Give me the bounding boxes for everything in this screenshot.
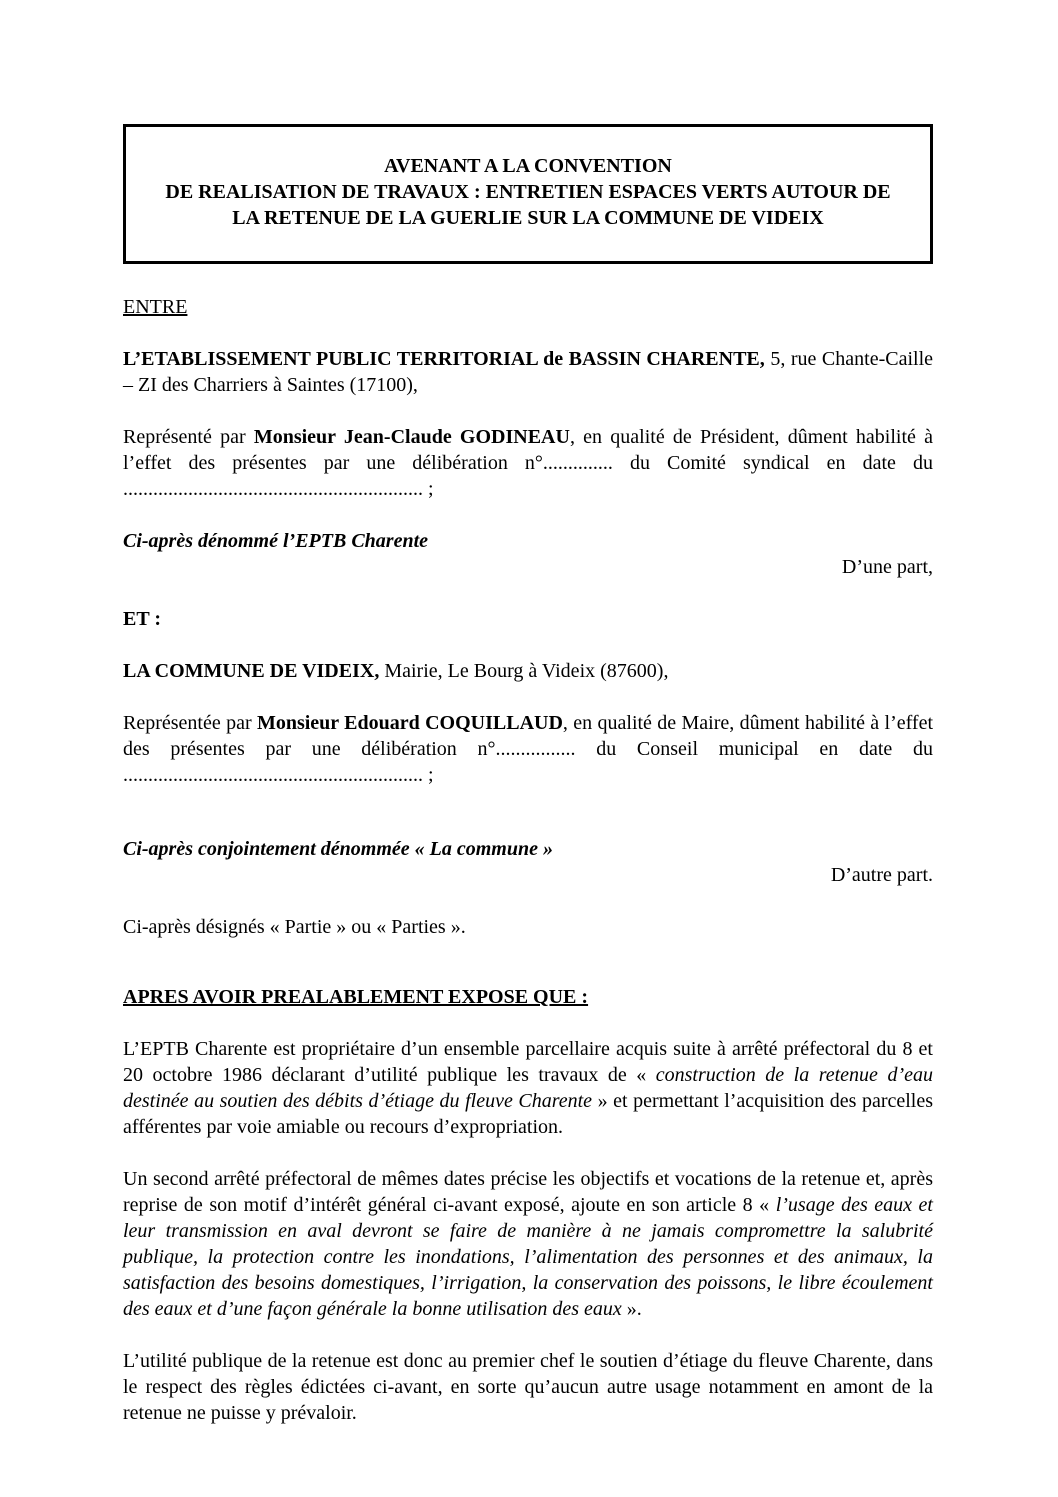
heading-expose: APRES AVOIR PREALABLEMENT EXPOSE QUE : xyxy=(123,986,589,1008)
eptb-rep-name: Monsieur Jean-Claude GODINEAU xyxy=(253,426,570,448)
paragraph-expose-1 xyxy=(123,1036,933,1140)
expose-2-text: Un second arrêté préfectoral de mêmes dates précise les objectifs et vocations de la retenue et, après reprise de son motif d’intérêt général ci-avant exposé, ajoute en son article 8 « xyxy=(123,1168,933,1216)
expose-2-end: ». xyxy=(621,1298,642,1320)
heading-et: ET : xyxy=(123,608,161,630)
paragraph-eptb-address xyxy=(123,346,933,398)
dune-part-label: D’une part, xyxy=(841,556,933,578)
denomination-eptb: Ci-après dénommé l’EPTB Charente xyxy=(123,530,428,552)
expose-1-end: » et permettant l’acquisition des parcelles afférentes par voie amiable ou recours d’expropriation. xyxy=(123,1090,934,1138)
paragraph-expose-3 xyxy=(123,1348,933,1426)
expose-1-quote: construction de la retenue d’eau destinée au soutien des débits d’étiage du fleuve Charente xyxy=(123,1064,933,1112)
dautre-part-label: D’autre part. xyxy=(830,864,933,886)
eptb-name: L’ETABLISSEMENT PUBLIC TERRITORIAL de BASSIN CHARENTE, xyxy=(123,348,765,370)
paragraph-expose-2 xyxy=(123,1166,933,1322)
commune-rep-name: Monsieur Edouard COQUILLAUD xyxy=(256,712,563,734)
commune-rep-prefix: Représentée par xyxy=(123,712,257,734)
paragraph-eptb-representative xyxy=(123,424,933,502)
title-line-3: LA RETENUE DE LA GUERLIE SUR LA COMMUNE DE VIDEIX xyxy=(232,207,824,229)
eptb-rep-prefix: Représenté par xyxy=(123,426,254,448)
commune-address: Mairie, Le Bourg à Videix (87600), xyxy=(379,660,669,682)
expose-1-text: L’EPTB Charente est propriétaire d’un ensemble parcellaire acquis suite à arrêté préfectoral du 8 et 20 octobre 1986 déclarant d’utilité publique les travaux de « xyxy=(123,1038,933,1086)
parties-designation: Ci-après désignés « Partie » ou « Parties ». xyxy=(123,916,466,938)
commune-rep-rest: , en qualité de Maire, dûment habilité à l’effet des présentes par une délibération n°................ du Conseil municipal en date du xyxy=(123,712,934,760)
commune-dotted-line: ............................................................ ; xyxy=(123,764,434,786)
commune-name: LA COMMUNE DE VIDEIX, xyxy=(123,660,380,682)
title-line-2: DE REALISATION DE TRAVAUX : ENTRETIEN ESPACES VERTS AUTOUR DE xyxy=(165,181,891,203)
denomination-commune: Ci-après conjointement dénommée « La commune » xyxy=(123,838,553,860)
paragraph-commune-address xyxy=(123,658,933,684)
eptb-rep-rest: , en qualité de Président, dûment habilité à l’effet des présentes par une délibération n°.............. du Comité syndical en date du xyxy=(123,426,933,474)
expose-2-quote: l’usage des eaux et leur transmission en aval devront se faire de manière à ne jamais compromettre la salubrité publique, la protection contre les inondations, l’alimentation des personnes et des animaux, la satisfaction des besoins domestiques, l’irrigation, la conservation des poissons, le libre écoulement des eaux et d’une façon générale la bonne utilisation des eaux xyxy=(123,1194,933,1320)
title-box xyxy=(123,124,933,264)
paragraph-commune-representative xyxy=(123,710,933,788)
title-line-1: AVENANT A LA CONVENTION xyxy=(384,155,672,177)
expose-3-text: L’utilité publique de la retenue est donc au premier chef le soutien d’étiage du fleuve Charente, dans le respect des règles édictées ci-avant, en sorte qu’aucun autre usage notamment en amont de la retenue ne puisse y prévaloir. xyxy=(123,1350,933,1424)
eptb-dotted-line: ............................................................ ; xyxy=(123,478,434,500)
heading-entre: ENTRE xyxy=(123,296,188,318)
eptb-address: 5, rue Chante-Caille – ZI des Charriers à Saintes (17100), xyxy=(123,348,933,396)
